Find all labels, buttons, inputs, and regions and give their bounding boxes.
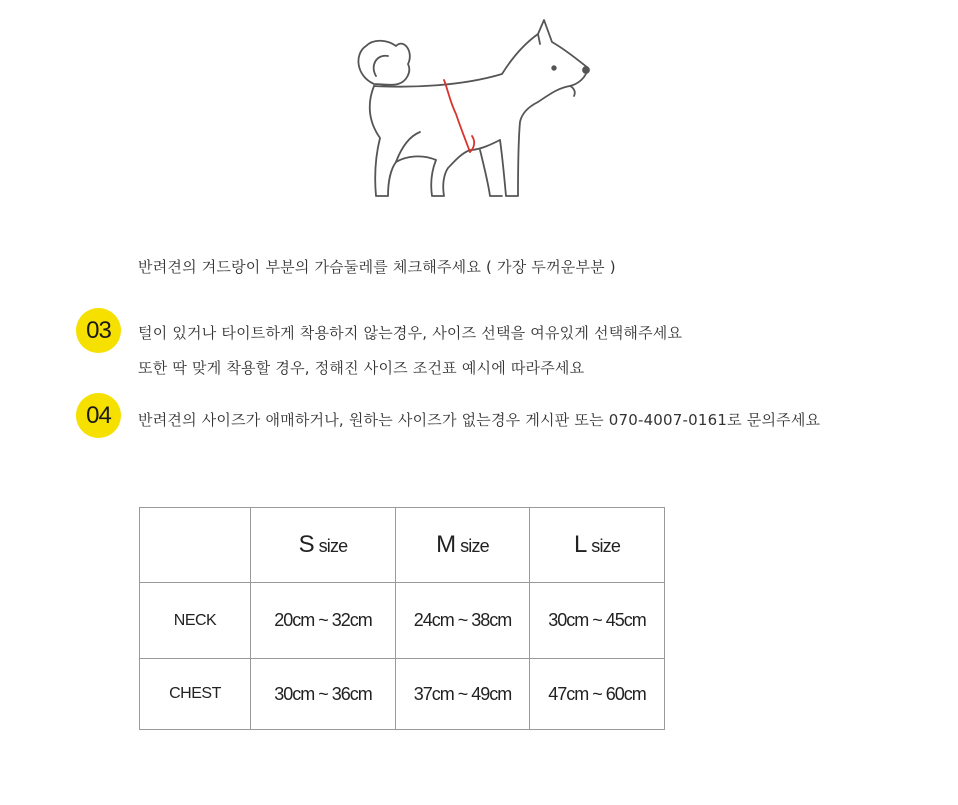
intro-text: 반려견의 겨드랑이 부분의 가슴둘레를 체크해주세요 ( 가장 두꺼운부분 ) (138, 258, 616, 276)
step-badge-03: 03 (76, 308, 121, 353)
neck-s-value: 20cm ~ 32cm (251, 583, 396, 659)
size-header-m (396, 508, 530, 583)
table-row (140, 583, 665, 659)
size-table (139, 507, 665, 730)
size-table-corner-cell (140, 508, 251, 583)
chest-m-value: 37cm ~ 49cm (396, 659, 530, 730)
size-header-l (530, 508, 665, 583)
size-header-l-letter: L (573, 531, 587, 558)
size-header-m-letter: M (436, 531, 456, 558)
size-table-header-row (140, 508, 665, 583)
row-label-neck: NECK (140, 583, 251, 659)
dog-outline-icon (352, 14, 602, 204)
size-header-s-word: size (318, 536, 348, 556)
size-header-s-letter: S (298, 531, 315, 558)
size-header-l-word: size (591, 536, 621, 556)
step-badge-04: 04 (76, 393, 121, 438)
neck-l-value: 30cm ~ 45cm (530, 583, 665, 659)
row-label-chest: CHEST (140, 659, 251, 730)
chest-l-value: 47cm ~ 60cm (530, 659, 665, 730)
size-header-m-word: size (460, 536, 489, 556)
step-03-line-1: 털이 있거나 타이트하게 착용하지 않는경우, 사이즈 선택을 여유있게 선택해주세요 (138, 324, 683, 342)
step-04-line-1: 반려견의 사이즈가 애매하거나, 원하는 사이즈가 없는경우 게시판 또는 070-4007-0161로 문의주세요 (138, 411, 821, 429)
step-03-line-2: 또한 딱 맞게 착용할 경우, 정해진 사이즈 조건표 예시에 따라주세요 (138, 359, 585, 377)
size-header-s (251, 508, 396, 583)
table-row (140, 659, 665, 730)
neck-m-value: 24cm ~ 38cm (396, 583, 530, 659)
chest-s-value: 30cm ~ 36cm (251, 659, 396, 730)
